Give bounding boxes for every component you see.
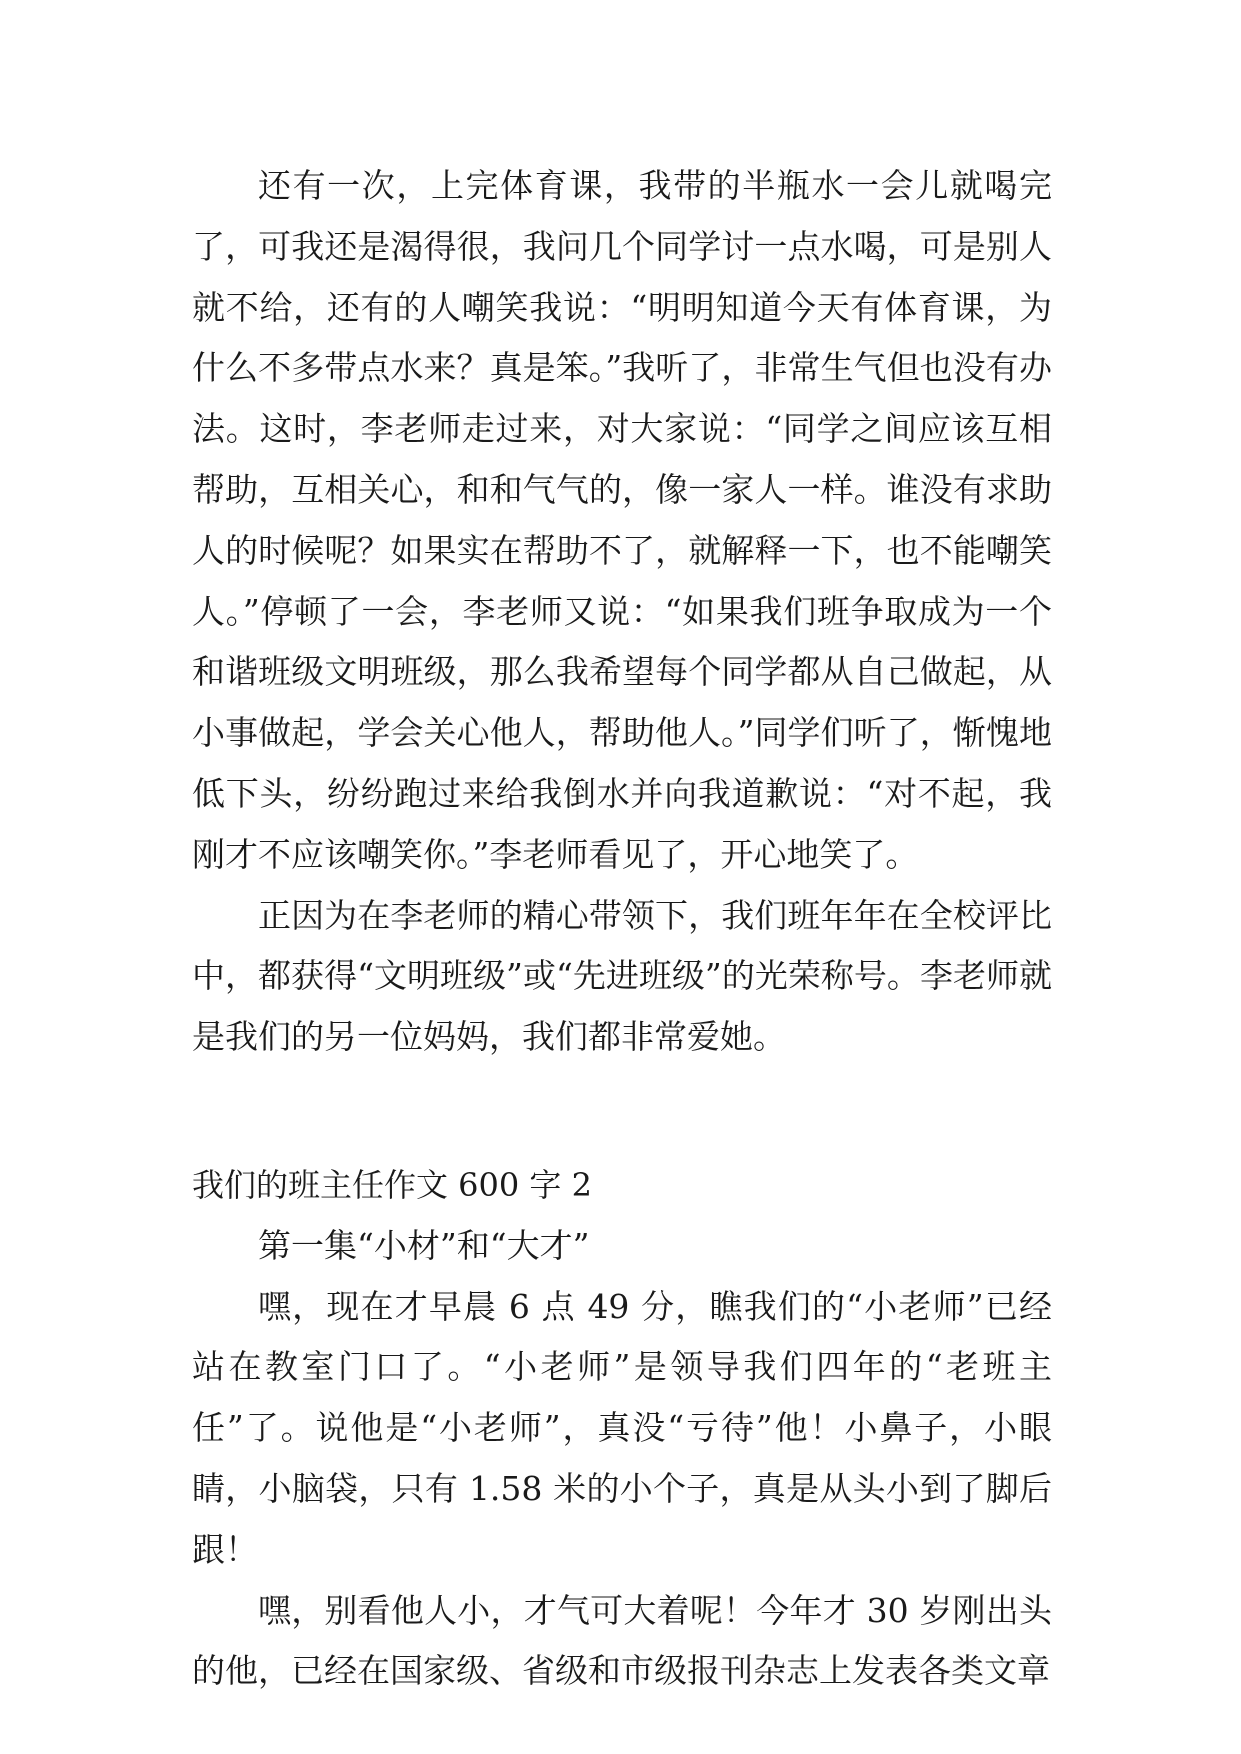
paragraph-episode-title: 第一集“小材”和“大才” [258,1225,590,1265]
paragraph-talent: 嘿，别看他人小，才气可大着呢！今年才 30 岁刚出头的他，已经在国家级、省级和市级报刊杂志上发表各类文章 [192,1590,1052,1691]
paragraph-little-teacher: 嘿，现在才早晨 6 点 49 分，瞧我们的“小老师”已经站在教室门口了。“小老师”是领导我们四年的“老班主任”了。说他是“小老师”，真没“亏待”他！小鼻子，小眼睛，小脑袋，只有 1.58 米的小个子，真是从头小到了脚后跟！ [192,1286,1052,1569]
document-body [192,156,1052,1702]
section-title: 我们的班主任作文 600 字 2 [192,1165,592,1204]
section-gap [192,1068,1052,1155]
paragraph-water-story: 还有一次，上完体育课，我带的半瓶水一会儿就喝完了，可我还是渴得很，我问几个同学讨一点水喝，可是别人就不给，还有的人嘲笑我说：“明明知道今天有体育课，为什么不多带点水来？真是笨。”我听了，非常生气但也没有办法。这时，李老师走过来，对大家说：“同学之间应该互相帮助，互相关心，和和气气的，像一家人一样。谁没有求助人的时候呢？如果实在帮助不了，就解释一下，也不能嘲笑人。”停顿了一会，李老师又说：“如果我们班争取成为一个和谐班级文明班级，那么我希望每个同学都从自己做起，从小事做起，学会关心他人，帮助他人。”同学们听了，惭愧地低下头，纷纷跑过来给我倒水并向我道歉说：“对不起，我刚才不应该嘲笑你。”李老师看见了，开心地笑了。 [192,166,1052,874]
paragraph-class-honor: 正因为在李老师的精心带领下，我们班年年在全校评比中，都获得“文明班级”或“先进班级”的光荣称号。李老师就是我们的另一位妈妈，我们都非常爱她。 [192,895,1052,1057]
